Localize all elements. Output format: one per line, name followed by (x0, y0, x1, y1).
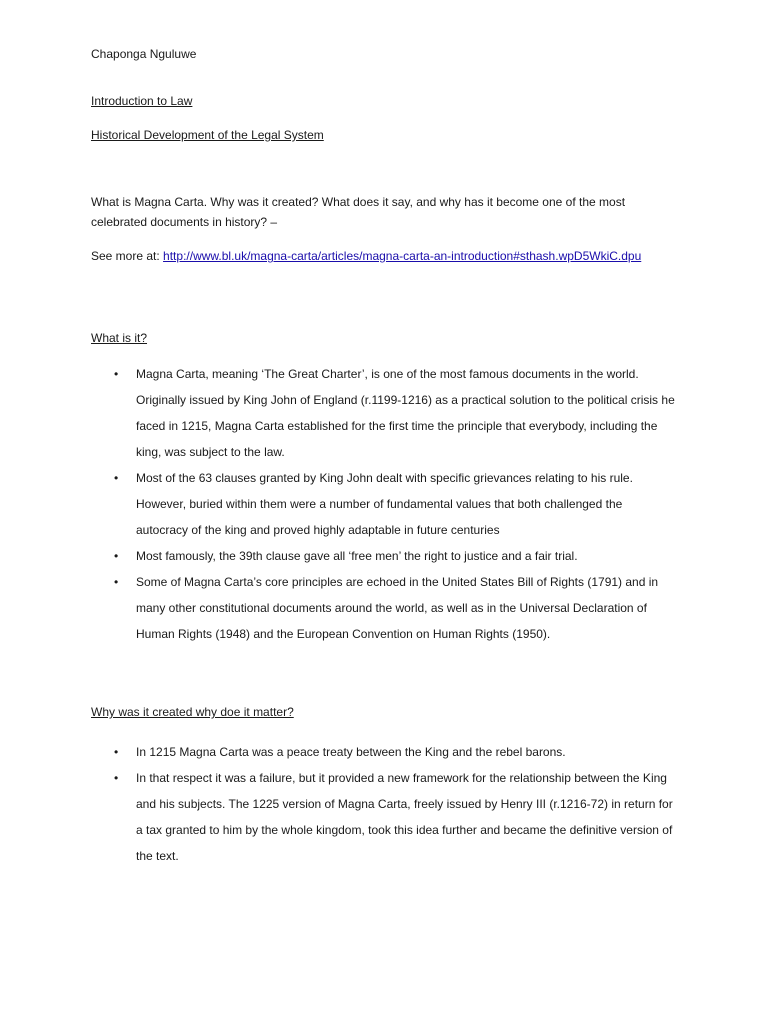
list-item (114, 739, 676, 765)
topic-title: Historical Development of the Legal System (91, 128, 324, 142)
section-heading-why-created: Why was it created why doe it matter? (91, 705, 294, 719)
intro-question: What is Magna Carta. Why was it created? What does it say, and why has it become one of the most celebrated documents in history? – (91, 195, 626, 229)
bullet-icon: • (114, 575, 119, 589)
bullet-icon: • (114, 367, 119, 381)
list-item-text: Most famously, the 39th clause gave all ‘free men’ the right to justice and a fair trial. (136, 549, 578, 563)
bullet-icon: • (114, 771, 119, 785)
list-item (114, 543, 676, 569)
list-item-text: Magna Carta, meaning ‘The Great Charter’, is one of the most famous documents in the world. Originally issued by King John of England (r.1199-1216) as a practical solution to the political crisis he faced in 1215, Magna Carta established for the first time the principle that everybody, including the king, was subject to the law. (136, 367, 675, 459)
list-item-text: In 1215 Magna Carta was a peace treaty between the King and the rebel barons. (136, 745, 566, 759)
see-more-line (91, 246, 671, 266)
list-item-text: Most of the 63 clauses granted by King John dealt with specific grievances relating to his rule. However, buried within them were a number of fundamental values that both challenged the autocracy of the king and proved highly adaptable in future centuries (136, 471, 633, 537)
course-title: Introduction to Law (91, 94, 193, 108)
list-item (114, 465, 676, 543)
list-item (114, 361, 676, 465)
bullet-icon: • (114, 549, 119, 563)
list-item-text: Some of Magna Carta’s core principles are echoed in the United States Bill of Rights (1791) and in many other constitutional documents around the world, as well as in the Universal Declaration of Human Rights (1948) and the European Convention on Human Rights (1950). (136, 575, 659, 641)
list-item (114, 569, 676, 647)
list-item (114, 765, 676, 869)
section-heading-what-is-it: What is it? (91, 331, 148, 345)
list-item-text: In that respect it was a failure, but it provided a new framework for the relationship between the King and his subjects. The 1225 version of Magna Carta, freely issued by Henry III (r.1216-72) in return for a tax granted to him by the whole kingdom, took this idea further and became the definitive version of the text. (136, 771, 673, 863)
bullet-icon: • (114, 745, 119, 759)
bullet-icon: • (114, 471, 119, 485)
see-more-label: See more at: (91, 249, 160, 263)
what-is-it-list (114, 361, 676, 647)
source-link[interactable]: http://www.bl.uk/magna-carta/articles/magna-carta-an-introduction#sthash.wpD5WkiC.dpu (163, 249, 642, 263)
why-created-list (114, 739, 676, 869)
author-name: Chaponga Nguluwe (91, 47, 197, 61)
